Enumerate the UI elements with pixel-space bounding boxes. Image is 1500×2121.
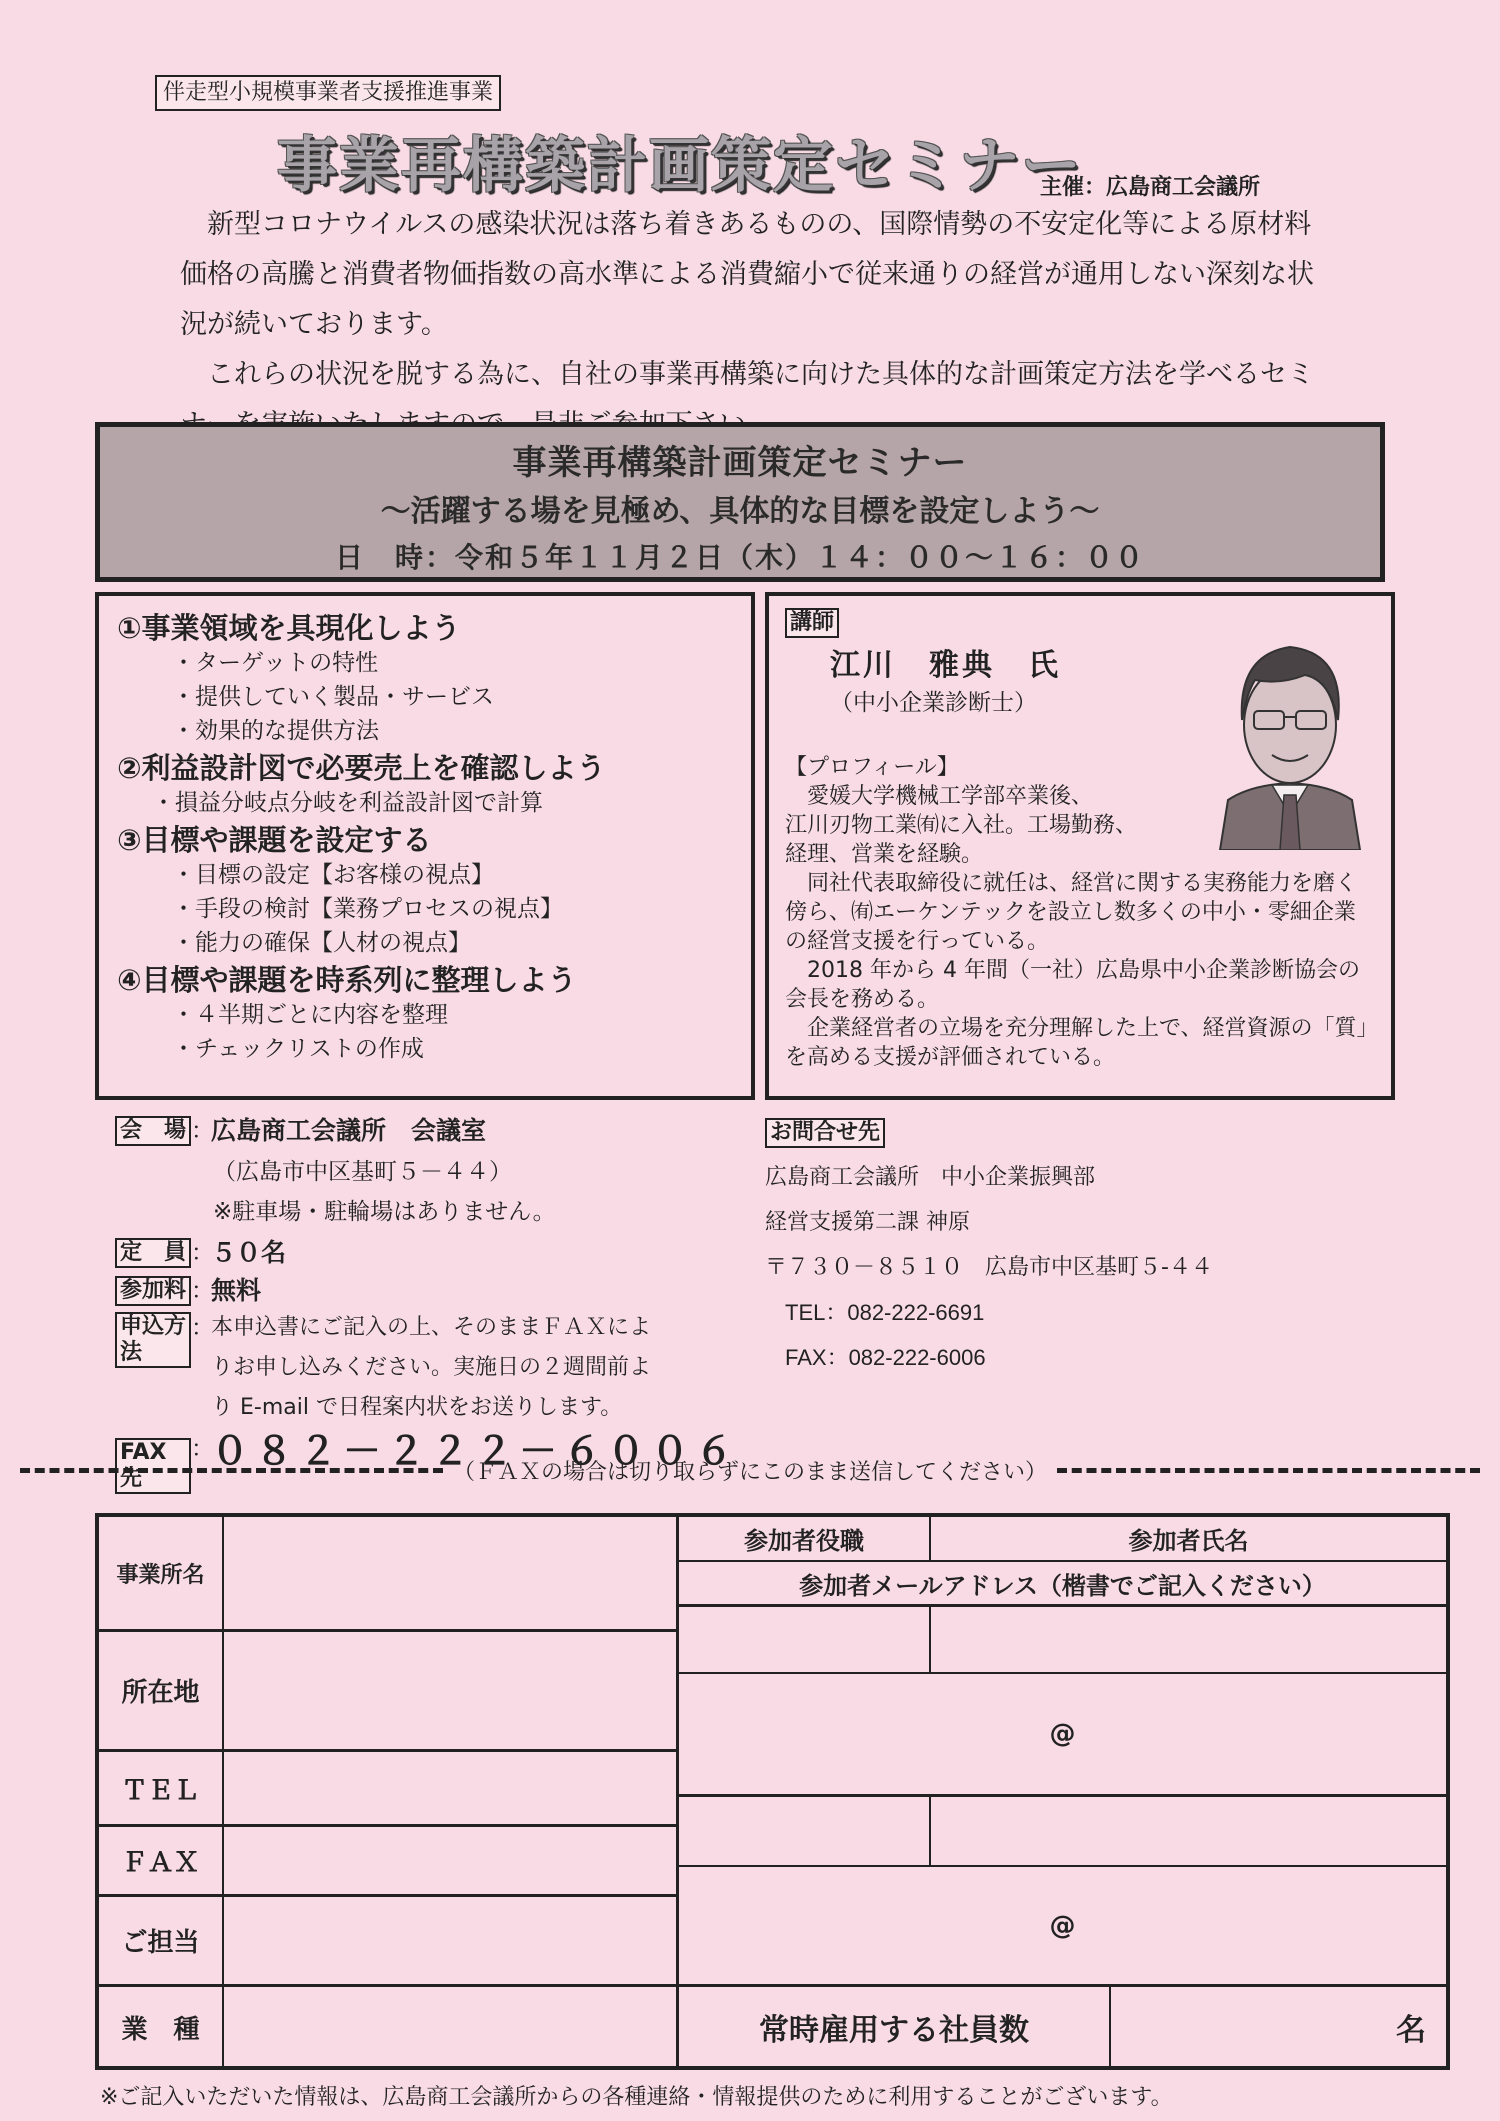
- capacity-label: 定 員: [115, 1238, 191, 1268]
- program-tag: 伴走型小規模事業者支援推進事業: [155, 75, 501, 111]
- participant-email-field-2[interactable]: [679, 1867, 1446, 1987]
- dashed-line: [1057, 1468, 1480, 1473]
- lecturer-title: （中小企業診断士）: [830, 690, 1037, 716]
- lecturer-profile: [785, 753, 1368, 1072]
- lecturer-name: 江川 雅典 氏: [830, 648, 1061, 683]
- venue-note: ※駐車場・駐輪場はありません。: [213, 1199, 556, 1225]
- participant-name-field-2[interactable]: [931, 1797, 1446, 1867]
- application-form: [95, 1513, 1450, 2070]
- method-label: 申込方法: [115, 1312, 191, 1368]
- agenda-heading: ④目標や課題を時系列に整理しよう: [117, 963, 577, 997]
- participant-name-header: 参加者氏名: [931, 1517, 1446, 1562]
- agenda-item: ・能力の確保【人材の視点】: [172, 930, 471, 956]
- profile-line: 2018 年から 4 年間（一社）広島県中小企業診断協会の会長を務める。: [785, 958, 1360, 1012]
- contact-label: お問合せ先: [765, 1118, 885, 1148]
- main-title: 事業再構築計画策定セミナー: [277, 131, 1083, 201]
- agenda-heading: ①事業領域を具現化しよう: [117, 611, 461, 645]
- participant-role-field-2[interactable]: [679, 1797, 931, 1867]
- profile-line: 企業経営者の立場を充分理解した上で、経営資源の「質」を高める支援が評価されている。: [785, 1016, 1368, 1070]
- intro-text: [180, 200, 1330, 450]
- industry-field[interactable]: [224, 1987, 679, 2067]
- employees-field[interactable]: [1111, 1987, 1446, 2067]
- agenda-item: ・効果的な提供方法: [172, 718, 379, 744]
- at-mark: @: [1049, 1910, 1076, 1941]
- agenda-item: ・提供していく製品・サービス: [172, 684, 494, 710]
- method-line: りお申し込みください。実施日の２週間前よ: [211, 1355, 652, 1380]
- profile-line: 江川刃物工業㈲に入社。工場勤務、: [785, 813, 1138, 838]
- contact-fax: FAX：082-222-6006: [785, 1345, 986, 1370]
- profile-heading: 【プロフィール】: [785, 755, 959, 780]
- dashed-line: [20, 1468, 443, 1473]
- colon: ：: [191, 1315, 214, 1341]
- agenda-item: ・損益分岐点分岐を利益設計図で計算: [152, 790, 543, 816]
- participant-email-field-1[interactable]: [679, 1674, 1446, 1797]
- seminar-datetime: 日 時：令和５年１１月２日（木）１４：００～１６：００: [334, 541, 1145, 574]
- fee-label: 参加料: [115, 1276, 191, 1306]
- contact-line: 〒７３０－８５１０ 広島市中区基町５-４４: [765, 1255, 1213, 1280]
- agenda-box: [95, 592, 755, 1100]
- employees-suffix: 名: [1396, 2013, 1426, 2048]
- contact-line: 広島商工会議所 中小企業振興部: [765, 1165, 1096, 1190]
- at-mark: @: [1049, 1719, 1076, 1749]
- agenda-heading: ②利益設計図で必要売上を確認しよう: [117, 751, 606, 785]
- employees-label: 常時雇用する社員数: [679, 1987, 1111, 2067]
- office-name-label: 事業所名: [99, 1517, 224, 1632]
- profile-line: 同社代表取締役に就任は、経営に関する実務能力を磨く傍ら、㈲エーケンテックを設立し数多くの中小・零細企業の経営支援を行っている。: [785, 871, 1358, 954]
- privacy-note: ※ご記入いただいた情報は、広島商工会議所からの各種連絡・情報提供のために利用することがございます。: [100, 2085, 1173, 2110]
- capacity: ５０名: [211, 1238, 287, 1267]
- agenda-item: ・ターゲットの特性: [172, 650, 379, 676]
- seminar-title: 事業再構築計画策定セミナー: [512, 443, 968, 483]
- cut-line-note: （ＦＡＸの場合は切り取らずにこのまま送信してください）: [453, 1460, 1048, 1485]
- fax-field[interactable]: [224, 1827, 679, 1897]
- lecturer-portrait: [1210, 625, 1370, 850]
- office-name-field[interactable]: [224, 1517, 679, 1632]
- intro-paragraph: 新型コロナウイルスの感染状況は落ち着きあるものの、国際情勢の不安定化等による原材料価格の高騰と消費者物価指数の高水準による消費縮小で従来通りの経営が通用しない深刻な状況が続いております。: [180, 209, 1314, 340]
- colon: ：: [191, 1436, 214, 1462]
- contact-tel: TEL：082-222-6691: [785, 1300, 985, 1325]
- fax-number: ０８２－２２２－６００６: [211, 1429, 740, 1473]
- venue-label: 会 場: [115, 1116, 191, 1146]
- address-label: 所在地: [99, 1632, 224, 1752]
- event-details: [115, 1110, 755, 1494]
- agenda-heading: ③目標や課題を設定する: [117, 823, 432, 857]
- participant-email-header: 参加者メールアドレス（楷書でご記入ください）: [679, 1562, 1446, 1607]
- method-text: [211, 1308, 651, 1428]
- agenda-item: ・４半期ごとに内容を整理: [172, 1002, 448, 1028]
- fee: 無料: [211, 1276, 262, 1305]
- contact-info: [765, 1110, 1385, 1380]
- contact-person-field[interactable]: [224, 1897, 679, 1987]
- organizer: 主催：広島商工会議所: [1040, 175, 1261, 200]
- method-line: り E-mail で日程案内状をお送りします。: [211, 1395, 623, 1420]
- profile-line: 経理、営業を経験。: [785, 842, 984, 867]
- agenda-item: ・手段の検討【業務プロセスの視点】: [172, 896, 563, 922]
- industry-label: 業 種: [99, 1987, 224, 2067]
- contact-person-label: ご担当: [99, 1897, 224, 1987]
- tel-label: ＴＥＬ: [99, 1752, 224, 1827]
- lecturer-label: 講師: [785, 608, 839, 638]
- venue: 広島商工会議所 会議室: [211, 1116, 487, 1145]
- colon: ：: [191, 1278, 214, 1304]
- fax-label-form: ＦＡＸ: [99, 1827, 224, 1897]
- participant-role-header: 参加者役職: [679, 1517, 931, 1562]
- colon: ：: [191, 1118, 214, 1144]
- venue-address: （広島市中区基町５－４４）: [213, 1159, 512, 1185]
- agenda-item: ・チェックリストの作成: [172, 1036, 424, 1062]
- participant-name-field-1[interactable]: [931, 1607, 1446, 1674]
- contact-line: 経営支援第二課 神原: [765, 1210, 970, 1235]
- seminar-banner: [95, 422, 1385, 582]
- intro-paragraph: これらの状況を脱する為に、自社の事業再構築に向けた具体的な計画策定方法を学べるセミ: [207, 359, 1314, 390]
- colon: ：: [191, 1240, 214, 1266]
- fax-label: FAX 先: [115, 1438, 191, 1494]
- profile-line: 愛媛大学機械工学部卒業後、: [807, 784, 1094, 809]
- participant-role-field-1[interactable]: [679, 1607, 931, 1674]
- address-field[interactable]: [224, 1632, 679, 1752]
- seminar-subtitle: ～活躍する場を見極め、具体的な目標を設定しよう～: [380, 494, 1100, 529]
- cut-line: [20, 1455, 1480, 1486]
- method-line: 本申込書にご記入の上、そのままＦＡＸによ: [211, 1315, 652, 1340]
- tel-field[interactable]: [224, 1752, 679, 1827]
- agenda-item: ・目標の設定【お客様の視点】: [172, 862, 494, 888]
